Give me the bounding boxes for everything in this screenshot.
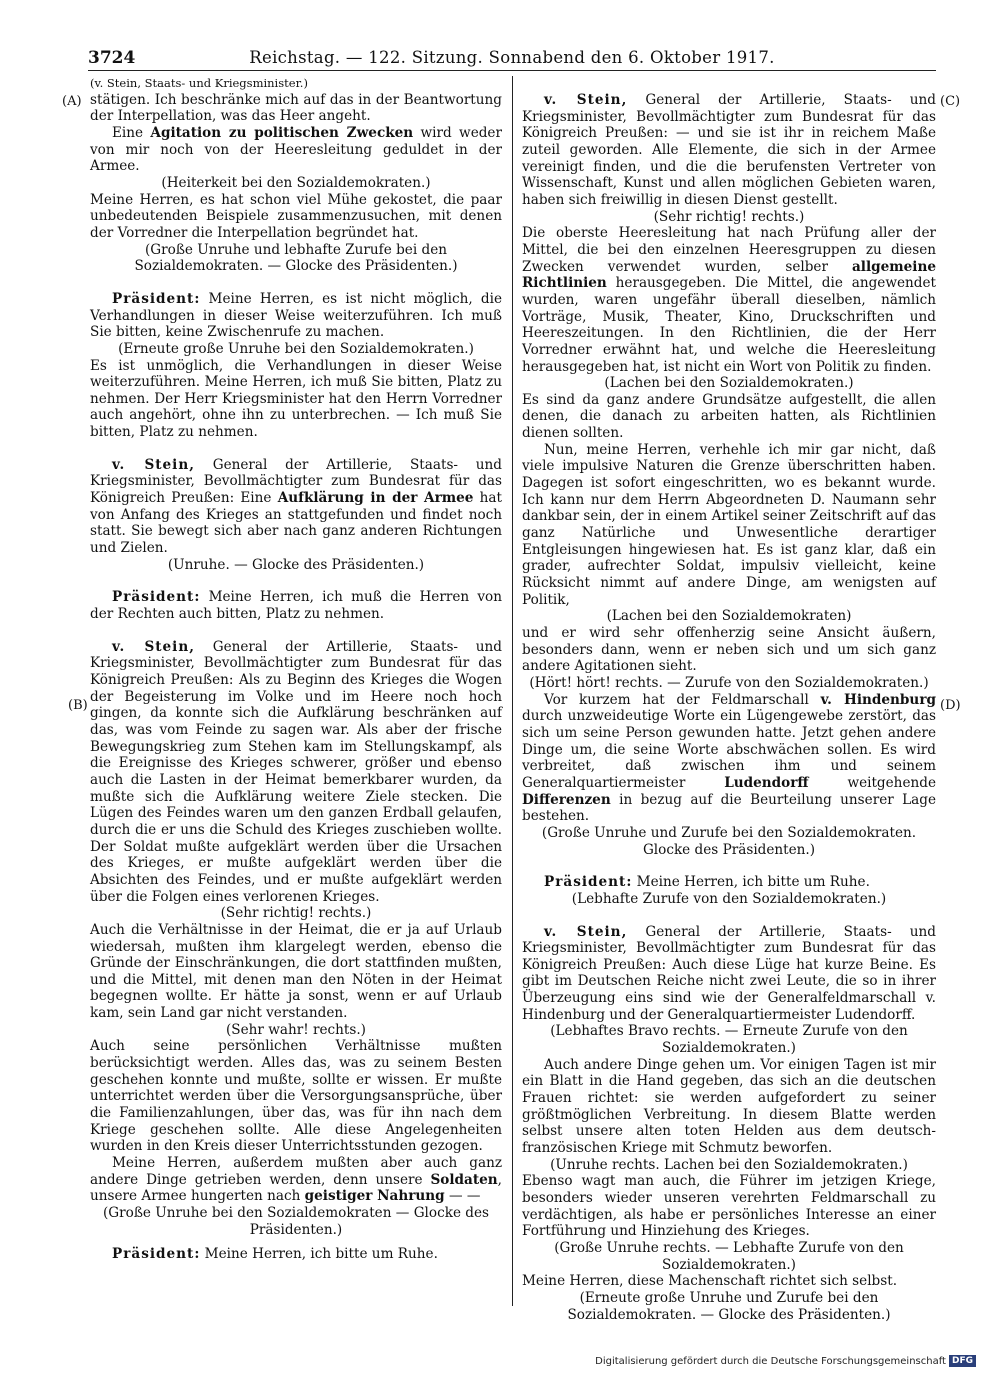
emphasis: Soldaten [430, 1171, 498, 1188]
speech-paragraph: Präsident: Meine Herren, ich bitte um Ruhe. [112, 1246, 438, 1263]
interjection: (Hört! hört! rechts. — Zurufe von den Sozialdemokraten.) [529, 674, 929, 691]
paragraph: Ebenso wagt man auch, die Führer im jetzigen Kriege, besonders wieder unseren verehrten Feldmarschall zu verdächtigen, als habe er persönliches Interesse an einer Fortführung und Hinziehung des Krieges. [522, 1173, 936, 1240]
interjection: (Sehr richtig! rechts.) [653, 208, 805, 225]
interjection: (Unruhe rechts. Lachen bei den Sozialdemokraten.) [550, 1156, 908, 1173]
speaker: Präsident: [112, 1246, 201, 1263]
header-rule [88, 70, 936, 71]
speaker: Präsident: [112, 290, 201, 307]
credit-text: Digitalisierung gefördert durch die Deutsche Forschungsgemeinschaft [595, 1355, 946, 1367]
emphasis: geistiger Nahrung [304, 1188, 445, 1205]
interjection: (Heiterkeit bei den Sozialdemokraten.) [161, 174, 431, 191]
speech-paragraph: v. Stein, General der Artillerie, Staats- und Kriegsminister, Bevollmächtigter zum Bundesrat für das Königreich Preußen: — und sie ist ihr in reichem Maße zuteil geworden. Alle Elemente, die sich in der Armee vereinigt finden, und die die berufensten Vertreter von Wissenschaft, Kunst und allen möglichen Gebieten waren, haben sich freiwillig in diesen Dienst gestellt. [522, 92, 936, 208]
paragraph: Meine Herren, außerdem mußten aber auch ganz andere Dinge getrieben werden, denn unsere Soldaten, unsere Armee hungerten nach geistiger Nahrung — — [90, 1155, 502, 1205]
paragraph: Auch andere Dinge gehen um. Vor einigen Tagen ist mir ein Blatt in die Hand gegeben, das sich an die deutschen Frauen richtet: sie werden aufgefordert zu seiner größtmöglichen Verbreitung. In diesem Blatte werden selbst unsere alten toten Helden aus dem deutsch-französischen Kriege mit Schmutz beworfen. [522, 1056, 936, 1157]
paragraph: Eine Agitation zu politischen Zwecken wird weder von mir noch von der Heeresleitung geduldet in der Armee. [90, 124, 502, 175]
margin-mark-c: (C) [940, 94, 961, 109]
column-divider [512, 76, 513, 1306]
interjection: (Lebhafte Zurufe von den Sozialdemokraten.) [571, 890, 887, 907]
paragraph: Auch seine persönlichen Verhältnisse mußten berücksichtigt werden. Alles das, was zu seinem Besten geschehen konnte und mußte, sollte er wissen. Er mußte unterrichtet werden über die Versorgungsansprüche, über die Familienzahlungen, über das, was für ihn nach dem Kriege geschehen sollte. Alle diese Angelegenheiten wurden in den Kreis dieser Unterrichtsstunden gezogen. [90, 1038, 502, 1155]
emphasis: Differenzen [522, 791, 611, 808]
emphasis: Agitation zu politischen Zwecken [150, 124, 414, 141]
speech-paragraph: Präsident: Meine Herren, ich bitte um Ruhe. [544, 874, 870, 891]
paragraph: Die oberste Heeresleitung hat nach Prüfung aller der Mittel, die bei den einzelnen Heeresgruppen zu diesen Zwecken verwendet wurden, selber allgemeine Richtlinien herausgegeben. Die Mittel, die angewendet wurden, waren ungefähr überall dieselben, nämlich Vorträge, Musik, Theater, Kino, Druckschriften und Heereszeitungen. In den Richtlinien, die der Herr Vorredner erwähnt hat, und welche die Heeresleitung herausgegeben hat, ist nicht ein Wort von Politik zu finden. [522, 225, 936, 375]
interjection: (Erneute große Unruhe bei den Sozialdemokraten.) [118, 340, 474, 357]
running-head: (v. Stein, Staats- und Kriegsminister.) [90, 76, 308, 90]
interjection: (Unruhe. — Glocke des Präsidenten.) [167, 556, 425, 573]
paragraph: Es sind da ganz andere Grundsätze aufgestellt, die allen denen, die danach zu arbeiten hatten, als Richtlinien dienen sollten. [522, 391, 936, 442]
paragraph: Vor kurzem hat der Feldmarschall v. Hindenburg durch unzweideutige Worte ein Lügengewebe zerstört, das sich um seine Person gewunden hatte. Jetzt gehen andere Dinge um, die seine Worte abschwächen sollen. Es wird verbreitet, daß zwischen ihm und seinem Generalquartiermeister Ludendorff weitgehende Differenzen in bezug auf die Beurteilung unserer Lage bestehen. [522, 691, 936, 825]
emphasis: allgemeine Richtlinien [522, 258, 936, 292]
right-column [522, 75, 936, 1323]
interjection: (Große Unruhe und lebhafte Zurufe bei den Sozialdemokraten. — Glocke des Präsidenten.) [134, 241, 458, 275]
dfg-logo-icon: DFG [949, 1355, 976, 1367]
interjection: (Sehr wahr! rechts.) [226, 1021, 366, 1038]
speaker: Präsident: [544, 874, 633, 891]
interjection: (Erneute große Unruhe und Zurufe bei den Sozialdemokraten. — Glocke des Präsidenten.) [567, 1289, 891, 1323]
speaker: v. Stein, [544, 92, 628, 108]
speaker: v. Stein, [544, 923, 628, 940]
left-column [90, 75, 502, 1263]
paragraph: Auch die Verhältnisse in der Heimat, die er ja auf Urlaub wiedersah, mußten ihm klargelegt werden, ebenso die Gründe der Einschränkungen, die dort stattfinden mußten, und die Mittel, mit denen man den Nöten in der Heimat begegnen wollte. Er hätte ja sonst, wenn er auf Urlaub kam, sein Land gar nicht verstanden. [90, 921, 502, 1022]
speech-paragraph: v. Stein, General der Artillerie, Staats- und Kriegsminister, Bevollmächtigter zum Bundesrat für das Königreich Preußen: Eine Aufklärung in der Armee hat von Anfang des Krieges an stattgefunden und findet noch statt. Sie bewegt sich aber nach ganz anderen Richtungen und Zielen. [90, 456, 502, 557]
speaker: v. Stein, [112, 456, 195, 473]
interjection: (Lebhaftes Bravo rechts. — Erneute Zurufe von den Sozialdemokraten.) [550, 1023, 908, 1057]
interjection: (Große Unruhe bei den Sozialdemokraten — Glocke des Präsidenten.) [102, 1205, 490, 1238]
emphasis: v. Hindenburg [820, 691, 936, 708]
running-title: Reichstag. — 122. Sitzung. Sonnabend den 6. Oktober 1917. [249, 48, 775, 67]
paragraph: Nun, meine Herren, verhehle ich mir gar nicht, daß viele impulsive Naturen die Grenze überschritten haben. Dagegen ist sofort eingeschritten, wo es bekannt wurde. Ich kann nur dem Herrn Abgeordneten D. Naumann sehr dankbar sein, der in einem Artikel seiner Zeitschrift auf das ganz Natürliche und Unwesentliche derartiger Entgleisungen hingewiesen hat. Es ist ganz klar, daß ein grader, aufrechter Soldat, impulsiv vielleicht, keine Rücksicht nimmt auf andere Dinge, am wenigsten auf Politik, [522, 441, 936, 608]
emphasis: Aufklärung in der Armee [277, 490, 474, 507]
speaker: v. Stein, [112, 638, 195, 655]
page-number: 3724 [88, 48, 136, 68]
margin-mark-b: (B) [68, 698, 88, 713]
paragraph: Meine Herren, es hat schon viel Mühe gekostet, die paar unbedeutenden Beispiele zusammenzusuchen, mit denen der Vorredner die Interpellation begründet hat. [90, 191, 502, 241]
interjection: (Große Unruhe rechts. — Lebhafte Zurufe von den Sozialdemokraten.) [554, 1239, 904, 1273]
paragraph: und er wird sehr offenherzig seine Ansicht äußern, besonders dann, wenn er neben sich und um sich ganz andere Agitationen sieht. [522, 625, 936, 675]
interjection: (Lachen bei den Sozialdemokraten) [606, 608, 852, 625]
speech-paragraph: Präsident: Meine Herren, es ist nicht möglich, die Verhandlungen in dieser Weise weiterzuführen. Ich muß Sie bitten, keine Zwischenrufe zu machen. [90, 290, 502, 341]
speaker: Präsident: [112, 589, 201, 606]
paragraph: stätigen. Ich beschränke mich auf das in der Beantwortung der Interpellation, was das Heer angeht. [90, 91, 502, 125]
speech-paragraph: v. Stein, General der Artillerie, Staats- und Kriegsminister, Bevollmächtigter zum Bundesrat für das Königreich Preußen: Auch diese Lüge hat kurze Beine. Es gibt im Deutschen Reiche nicht zwei Leute, die so in ihrer Überzeugung eins sind wie der Generalfeldmarschall v. Hindenburg und der Generalquartiermeister Ludendorff. [522, 923, 936, 1023]
paragraph: Es ist unmöglich, die Verhandlungen in dieser Weise weiterzuführen. Meine Herren, ich muß Sie bitten, Platz zu nehmen. Der Herr Kriegsminister hat den Herrn Vorredner auch angehört, ohne ihn zu unterbrechen. — Ich muß Sie bitten, Platz zu nehmen. [90, 357, 502, 441]
speech-paragraph: v. Stein, General der Artillerie, Staats- und Kriegsminister, Bevollmächtigter zum Bundesrat für das Königreich Preußen: Als zu Beginn des Krieges die Wogen der Begeisterung im Volke und im Heere noch hoch gingen, da konnte sich die Aufklärung beschränken auf das, was vom Feinde zu sagen war. Als aber der frische Bewegungskrieg zum Stehen kam im Stellungskampf, als die Ereignisse des Krieges schwerer, größer und ebenso auch die Lasten in der Heimat bemerkbarer wurden, da mußte sich die Aufklärung weitere Ziele stecken. Die Lügen des Feindes waren um den ganzen Erdball gelaufen, durch die er uns die Schuld des Krieges zuschieben wollte. Der Soldat mußte aufgeklärt werden über die Ursachen des Krieges, er mußte aufgeklärt werden über die Absichten des Feindes, und er mußte aufgeklärt werden über die Folgen eines verlorenen Krieges. [90, 638, 502, 905]
interjection: (Lachen bei den Sozialdemokraten.) [604, 375, 854, 392]
speech-paragraph: Präsident: Meine Herren, ich muß die Herren von der Rechten auch bitten, Platz zu nehmen. [90, 589, 502, 623]
margin-mark-d: (D) [940, 698, 961, 713]
footer-credit [595, 1355, 976, 1367]
interjection: (Große Unruhe und Zurufe bei den Sozialdemokraten. Glocke des Präsidenten.) [541, 824, 917, 858]
margin-mark-a: (A) [62, 94, 82, 109]
paragraph: Meine Herren, diese Machenschaft richtet sich selbst. [522, 1273, 898, 1290]
page-header [88, 48, 936, 70]
interjection: (Sehr richtig! rechts.) [220, 905, 372, 922]
emphasis: Ludendorff [724, 774, 809, 791]
